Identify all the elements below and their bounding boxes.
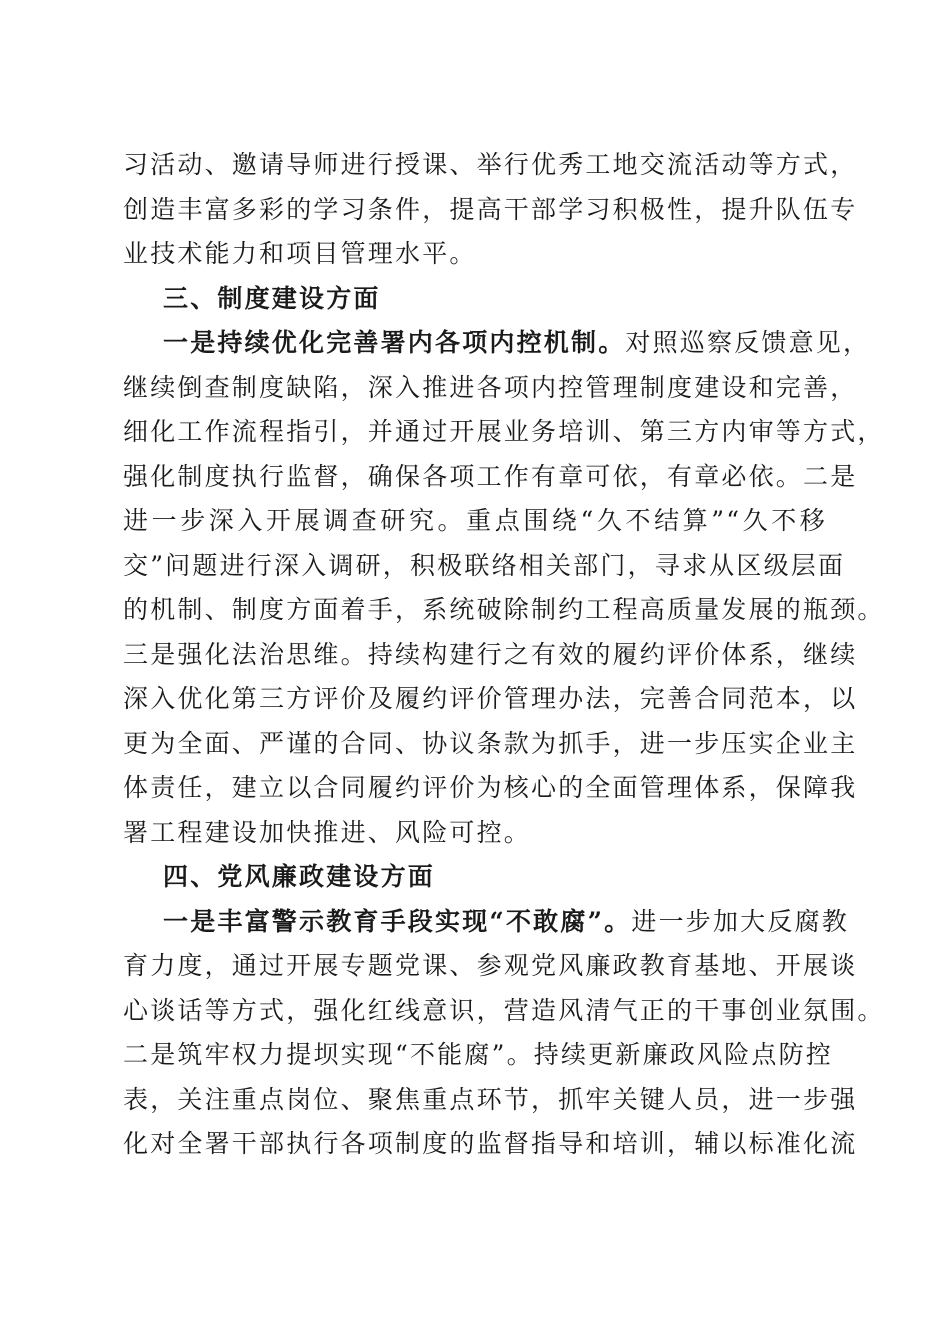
text-line: 心谈话等方式，强化红线意识，营造风清气正的干事创业氛围。 [123,995,885,1025]
text-line: 习活动、邀请导师进行授课、举行优秀工地交流活动等方式， [123,150,858,179]
lead-sentence: 一是丰富警示教育手段实现“不敢腐”。 [163,906,632,936]
text-line: 表，关注重点岗位、聚焦重点环节，抓牢关键人员，进一步强 [123,1084,858,1114]
text-line: 细化工作流程指引，并通过开展业务培训、第三方内审等方式， [123,417,885,446]
text-line: 进一步深入开展调查研究。重点围绕“久不结算”“久不移 [123,506,827,535]
text-line [123,321,871,366]
text-line: 交”问题进行深入调研，积极联络相关部门，寻求从区级层面 [123,550,846,580]
text-line [123,900,849,945]
text-line: 育力度，通过开展专题党课、参观党风廉政教育基地、开展谈 [123,951,858,980]
text-line: 体责任，建立以合同履约评价为核心的全面管理体系，保障我 [123,773,858,802]
section-4-body [123,900,885,1167]
text-line: 二是筑牢权力提坝实现“不能腐”。持续更新廉政风险点防控 [123,1040,833,1069]
text-line: 深入优化第三方评价及履约评价管理办法，完善合同范本，以 [123,684,858,713]
section-3-body [123,321,885,855]
text-line: 强化制度执行监督，确保各项工作有章可依，有章必依。二是 [123,461,858,491]
lead-sentence: 一是持续优化完善署内各项内控机制。 [163,328,626,357]
text-fragment: 对照巡察反馈意见， [625,328,871,357]
paragraph-continued [123,143,858,277]
section-heading-3: 三、制度建设方面 [163,283,381,313]
text-line: 继续倒查制度缺陷，深入推进各项内控管理制度建设和完善， [123,372,858,402]
section-heading-4: 四、党风廉政建设方面 [163,862,436,891]
text-line: 三是强化法治思维。持续构建行之有效的履约评价体系，继续 [123,639,858,669]
text-line: 更为全面、严谨的合同、协议条款为抓手，进一步压实企业主 [123,728,858,758]
text-line: 化对全署干部执行各项制度的监督指导和培训，辅以标准化流 [123,1129,858,1158]
text-fragment: 进一步加大反腐教 [631,906,849,936]
text-line: 的机制、制度方面着手，系统破除制约工程高质量发展的瓶颈。 [123,595,885,624]
text-line: 创造丰富多彩的学习条件，提高干部学习积极性，提升队伍专 [123,194,858,224]
text-line: 署工程建设加快推进、风险可控。 [123,817,532,847]
text-line: 业技术能力和项目管理水平。 [123,239,477,268]
